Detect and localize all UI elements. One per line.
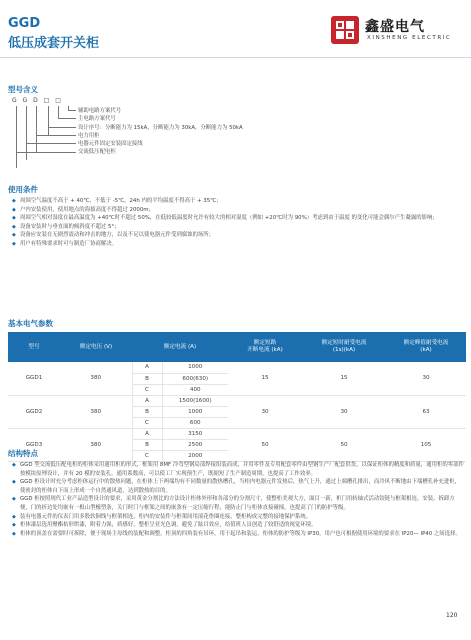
structure-item: ◆ GGD 柜按照现代工业产品造型设计的要求，采用黄金分割比的方法设计柜体外形和各部分的分割尺寸，使整柜美观大方，面目一新，柜门用转轴式活动铰链与框架相连，安装、拆卸方便，门的折边处均嵌有一根山型橡塑条，关门时门与框架之间的嵌条有一定压缩行程，能防止门与柜体直接碰撞，也提高了门的防护等级。	[12, 495, 464, 512]
structure-item: ◆ 柜体漆层选用聚酯桔形烘漆，附着力强，质感好，整柜呈亚光色调，避免了眩目效应，给值班人员创造了较舒适的视觉环境。	[12, 521, 464, 530]
cell-breaking: 50	[228, 428, 302, 461]
cell-model: GGD3	[8, 428, 60, 461]
structure-item: ◆ 柜体的顶盖在需要时可拆除，便于现场主母线的装配和调整，柜顶的四角装有吊环，用于起吊和装运，柜体的防护等级为 IP30，用户也可根据使用环境的要求在 IP20— IP40 之间选择。	[12, 530, 464, 539]
table-row	[8, 362, 466, 373]
structure-list	[12, 461, 464, 538]
header-short-time-current: 额定短时耐受电流 (1s)(kA)	[302, 332, 386, 362]
cell-peak: 30	[386, 362, 466, 395]
cell-grade: A	[132, 395, 162, 406]
usage-item: ◆ 设备应安装在无剧烈震动和冲击的地方，以及不足以使电器元件受到腐蚀的场所；	[12, 231, 462, 240]
cell-model: GGD1	[8, 362, 60, 395]
usage-item: ◆ 周围空气温度不高于 + 40℃，不低于 -5℃，24h 内的平均温度不得高于 + 35℃；	[12, 197, 462, 206]
cell-breaking: 30	[228, 395, 302, 428]
usage-item: ◆ 用户有特殊要求时可与制造厂协商解决。	[12, 240, 462, 249]
logo-chinese-text: 鑫盛电气	[365, 19, 425, 35]
usage-item: ◆ 设备安装时与垂直面的倾斜度不超过 5°；	[12, 223, 462, 232]
header-model: 型号	[8, 332, 60, 362]
structure-item: ◆ GGD 柜设计时充分考虑柜体运行中的散热问题，在柜体上下两端均有不同数量的散热槽孔，当柜内电器元件发热后，热气上升，通过上端槽孔排出，而冷风不断地由下端槽孔补充进柜，使密封的柜体自下而上形成一个自然通风道，达到散热的目的。	[12, 478, 464, 495]
cell-current: 600(630)	[162, 373, 228, 384]
model-line: 主电路方案代号	[78, 116, 116, 123]
product-code-title: GGD	[8, 16, 41, 31]
model-code: G G D □ □	[12, 97, 63, 104]
structure-section-title: 结构特点	[8, 449, 38, 458]
cell-short-time: 50	[302, 428, 386, 461]
table-header-row	[8, 332, 466, 362]
model-meaning-list	[78, 107, 243, 157]
logo-english-text: XINSHENG ELECTRIC	[367, 35, 452, 41]
page-number: 120	[446, 612, 458, 619]
header-divider	[0, 57, 471, 58]
model-line: 电器元件固定安装固定接线	[78, 141, 143, 148]
page-header	[0, 0, 471, 64]
product-name-title: 低压成套开关柜	[8, 36, 100, 51]
cell-current: 1000	[162, 406, 228, 417]
model-line: 交流低压配电柜	[78, 149, 116, 156]
cell-grade: A	[132, 362, 162, 373]
cell-grade: A	[132, 428, 162, 439]
cell-grade: C	[132, 417, 162, 428]
header-rated-current: 额定电流 (A)	[132, 332, 228, 362]
cell-current: 600	[162, 417, 228, 428]
cell-current: 400	[162, 384, 228, 395]
model-code-diagram	[14, 106, 74, 172]
cell-current: 3150	[162, 428, 228, 439]
cell-current: 1500(1600)	[162, 395, 228, 406]
usage-item: ◆ 户内安装使用，使用地点的海拔高度不得超过 2000m；	[12, 206, 462, 215]
cell-grade: B	[132, 406, 162, 417]
usage-list	[12, 197, 462, 249]
cell-peak: 63	[386, 395, 466, 428]
structure-item: ◆ GGD 型交流低压配电柜的柜体采用通用柜的形式，框架用 8MF 冷弯型钢局部焊接组装而成，并用零件及专用配套零件由型钢生产厂配套供货，以保证柜体的精度和质量，通用柜的零部件按模块原理设计，并有 20 模的安装孔，通用系数高，可以使工厂实现预生产，既缩短了生产制造周期，也提高了工作效率。	[12, 461, 464, 478]
model-line: 辅助电路方案代号	[78, 108, 122, 114]
cell-voltage: 380	[60, 428, 132, 461]
cell-current: 2500	[162, 439, 228, 450]
usage-section-title: 使用条件	[8, 185, 38, 194]
logo-mark-icon	[330, 15, 360, 45]
header-peak-current: 额定峰值耐受电流 (kA)	[386, 332, 466, 362]
cell-grade: B	[132, 439, 162, 450]
cell-peak: 105	[386, 428, 466, 461]
cell-short-time: 30	[302, 395, 386, 428]
cell-model: GGD2	[8, 395, 60, 428]
structure-item: ◆ 装有电器元件的仪表门用多股软铜线与框架相连，柜内的安装件与框架间用滚花垫圈连接，整柜构成完整的接地保护系统。	[12, 513, 464, 522]
cell-short-time: 15	[302, 362, 386, 395]
cell-grade: C	[132, 384, 162, 395]
cell-current: 2000	[162, 450, 228, 461]
company-logo	[330, 15, 470, 49]
header-rated-voltage: 额定电压 (V)	[60, 332, 132, 362]
model-line: 设计序号：分断能力为 15kA，分断能力为 30kA，分断能力为 50kA	[78, 124, 243, 131]
cell-grade: C	[132, 450, 162, 461]
cell-current: 1000	[162, 362, 228, 373]
cell-breaking: 15	[228, 362, 302, 395]
model-section-title: 型号含义	[8, 85, 38, 94]
params-section-title: 基本电气参数	[8, 319, 53, 328]
usage-item: ◆ 周围空气相对湿度在最高温度为 +40℃时不超过 50%，在低较低温度时允许有较大的相对湿度（例如 +20℃时为 90%）考虑到由于温度 的变化可能会偶尔产生凝露的影响；	[12, 214, 462, 223]
table-row	[8, 395, 466, 406]
cell-voltage: 380	[60, 395, 132, 428]
cell-voltage: 380	[60, 362, 132, 395]
table-row	[8, 428, 466, 439]
cell-grade: B	[132, 373, 162, 384]
model-line: 电力用柜	[78, 132, 100, 139]
header-breaking-current: 额定短路 开断电流 (kA)	[228, 332, 302, 362]
params-table	[8, 332, 466, 462]
